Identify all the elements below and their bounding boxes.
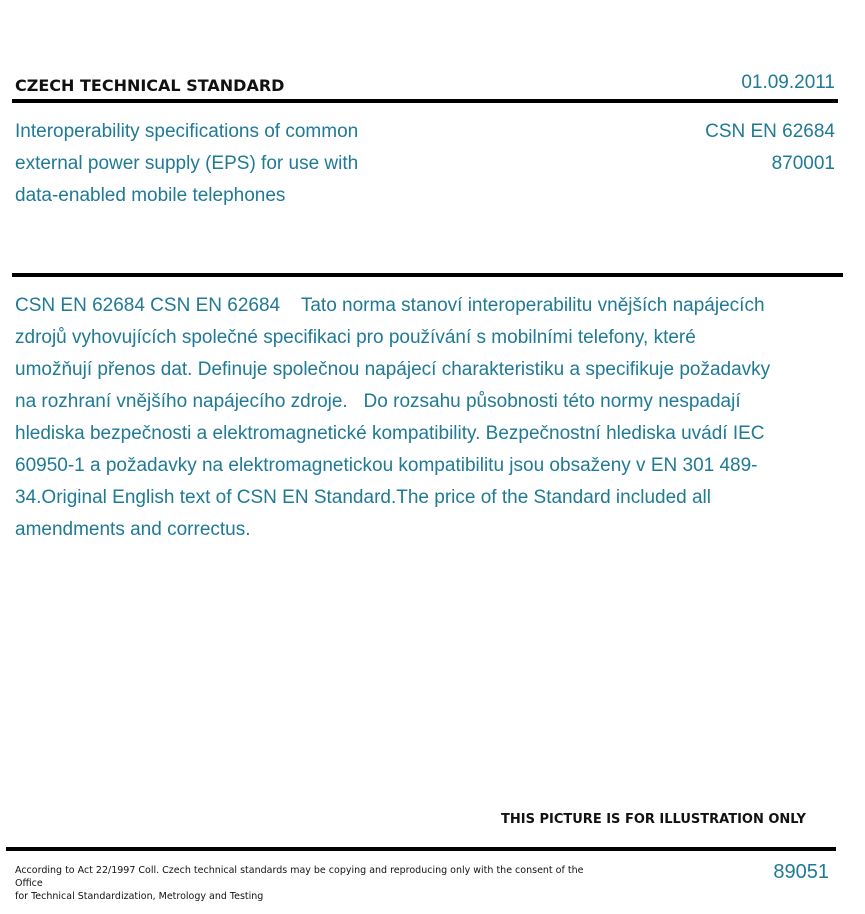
- standard-abstract: CSN EN 62684 CSN EN 62684 Tato norma stanoví interoperabilitu vnějších napájecích zdrojů vyhovujících společné specifikaci pro používání s mobilními telefony, které umožňují přenos dat. Definuje společnou napájecí charakteristiku a specifikuje požadavky na rozhraní vnějšího napájecího zdroje. Do rozsahu působnosti této normy nespadají hlediska bezpečnosti a elektromagnetické kompatibility. Bezpečnostní hlediska uvádí IEC 60950-1 a požadavky na elektromagnetickou kompatibilitu jsou obsaženy v EN 301 489-34.Original English text of CSN EN Standard.The price of the Standard included all amendments and correctus.: [15, 295, 776, 540]
- footer-divider: [6, 847, 836, 851]
- standard-title: [15, 116, 435, 212]
- standard-title-line: data-enabled mobile telephones: [15, 185, 286, 206]
- classification-number: 870001: [771, 153, 835, 174]
- catalog-number: 89051: [773, 861, 829, 883]
- standard-identifiers: [705, 116, 835, 180]
- standard-title-line: external power supply (EPS) for use with: [15, 153, 359, 174]
- legal-notice-line: for Technical Standardization, Metrology and Testing: [15, 891, 264, 902]
- legal-notice: [15, 864, 585, 903]
- document-type-heading: CZECH TECHNICAL STANDARD: [15, 76, 285, 95]
- header-divider: [12, 99, 838, 103]
- legal-notice-line: According to Act 22/1997 Coll. Czech technical standards may be copying and reproducing only with the consent of the Office: [15, 865, 584, 889]
- standard-code: CSN EN 62684: [705, 121, 835, 142]
- publication-date: 01.09.2011: [741, 72, 835, 93]
- standard-title-line: Interoperability specifications of common: [15, 121, 359, 142]
- title-divider: [12, 273, 843, 277]
- illustration-disclaimer: THIS PICTURE IS FOR ILLUSTRATION ONLY: [501, 812, 806, 827]
